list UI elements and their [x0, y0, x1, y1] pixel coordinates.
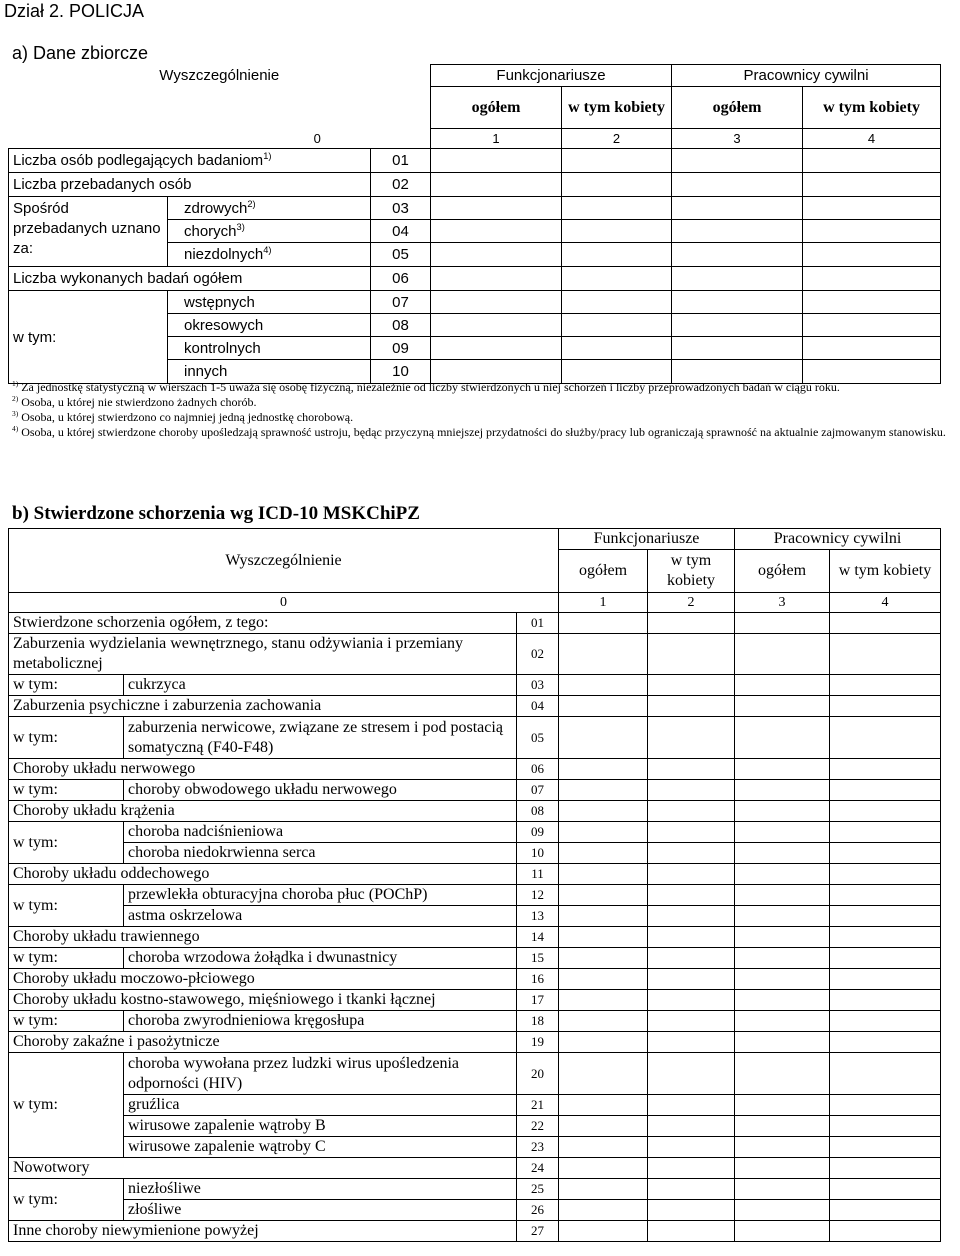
a-row-label: zdrowych$^{2)}$: [168, 197, 371, 220]
header-kobiety-1: w tym kobiety: [562, 87, 672, 129]
input-cell[interactable]: [830, 675, 941, 696]
b-row-label: Choroby układu trawiennego: [9, 927, 517, 948]
a-row-label: kontrolnych: [168, 337, 371, 360]
input-cell[interactable]: [830, 1011, 941, 1032]
input-cell[interactable]: [735, 1095, 830, 1116]
input-cell[interactable]: [803, 173, 941, 197]
b-row-code: 19: [517, 1032, 559, 1053]
input-cell[interactable]: [830, 1200, 941, 1221]
input-cell[interactable]: [735, 822, 830, 843]
b-row-label: Nowotwory: [9, 1158, 517, 1179]
b-header-pracownicy: Pracownicy cywilni: [735, 529, 941, 550]
input-cell[interactable]: [803, 337, 941, 360]
footnote-3: $^{3)}$ Osoba, u której stwierdzono co najmniej jedną jednostkę chorobową.: [12, 409, 354, 424]
b-row-label: Inne choroby niewymienione powyżej: [9, 1221, 517, 1242]
input-cell[interactable]: [672, 197, 803, 220]
b-col-num-4: 4: [830, 593, 941, 613]
input-cell[interactable]: [562, 197, 672, 220]
input-cell[interactable]: [735, 1011, 830, 1032]
input-cell[interactable]: [648, 780, 735, 801]
input-cell[interactable]: [830, 696, 941, 717]
input-cell[interactable]: [735, 990, 830, 1011]
part-b-table: [8, 528, 941, 1242]
input-cell[interactable]: [672, 267, 803, 291]
b-row-sublabel: choroby obwodowego układu nerwowego: [124, 780, 517, 801]
input-cell[interactable]: [830, 1179, 941, 1200]
input-cell[interactable]: [431, 220, 562, 243]
b-row-label: Choroby układu krążenia: [9, 801, 517, 822]
input-cell[interactable]: [648, 613, 735, 634]
input-cell[interactable]: [559, 675, 648, 696]
input-cell[interactable]: [648, 864, 735, 885]
b-w-tym-label: w tym:: [9, 948, 124, 969]
a-row-label: chorych$^{3)}$: [168, 220, 371, 243]
input-cell[interactable]: [559, 1095, 648, 1116]
input-cell[interactable]: [562, 314, 672, 337]
header-funkcjonariusze: Funkcjonariusze: [431, 65, 672, 87]
input-cell[interactable]: [830, 885, 941, 906]
b-row-code: 03: [517, 675, 559, 696]
input-cell[interactable]: [803, 220, 941, 243]
input-cell[interactable]: [648, 1179, 735, 1200]
b-row-sublabel: złośliwe: [124, 1200, 517, 1221]
input-cell[interactable]: [803, 267, 941, 291]
input-cell[interactable]: [735, 759, 830, 780]
a-row-label: okresowych: [168, 314, 371, 337]
b-row-code: 25: [517, 1179, 559, 1200]
a-row-label: Liczba osób podlegających badaniom$^{1)}$: [9, 149, 371, 173]
b-row-sublabel: wirusowe zapalenie wątroby C: [124, 1137, 517, 1158]
input-cell[interactable]: [735, 1053, 830, 1095]
b-row-code: 21: [517, 1095, 559, 1116]
b-row-sublabel: choroba wywołana przez ludzki wirus upośledzenia odporności (HIV): [124, 1053, 517, 1095]
part-b-body: [9, 613, 941, 1242]
input-cell[interactable]: [559, 634, 648, 675]
input-cell[interactable]: [830, 864, 941, 885]
b-row-sublabel: cukrzyca: [124, 675, 517, 696]
input-cell[interactable]: [830, 1137, 941, 1158]
b-row-code: 17: [517, 990, 559, 1011]
b-row-code: 24: [517, 1158, 559, 1179]
input-cell[interactable]: [431, 267, 562, 291]
b-w-tym-label: w tym:: [9, 822, 124, 864]
input-cell[interactable]: [648, 1032, 735, 1053]
header-ogolem-1: ogółem: [431, 87, 562, 129]
a-row-label: wstępnych: [168, 291, 371, 314]
b-w-tym-label: w tym:: [9, 1011, 124, 1032]
a-row-code: 06: [371, 267, 431, 291]
input-cell[interactable]: [559, 1179, 648, 1200]
input-cell[interactable]: [562, 267, 672, 291]
input-cell[interactable]: [648, 634, 735, 675]
input-cell[interactable]: [431, 243, 562, 267]
footnote-2: $^{2)}$ Osoba, u której nie stwierdzono żadnych chorób.: [12, 394, 257, 409]
input-cell[interactable]: [559, 1032, 648, 1053]
col-num-1: 1: [431, 129, 562, 149]
input-cell[interactable]: [648, 675, 735, 696]
input-cell[interactable]: [648, 927, 735, 948]
input-cell[interactable]: [648, 948, 735, 969]
input-cell[interactable]: [648, 822, 735, 843]
input-cell[interactable]: [559, 990, 648, 1011]
b-w-tym-label: w tym:: [9, 717, 124, 759]
a-row-label: innych: [168, 360, 371, 384]
b-row-label: Stwierdzone schorzenia ogółem, z tego:: [9, 613, 517, 634]
input-cell[interactable]: [559, 1053, 648, 1095]
footnote-1: $^{1)}$ Za jednostkę statystyczną w wierszach 1-5 uważa się osobę fizyczną, niezależnie od liczby stwierdzonych u niej schorzeń i liczby przeprowadzonych badań w ciągu roku.: [12, 379, 840, 394]
a-row-code: 10: [371, 360, 431, 384]
input-cell[interactable]: [830, 1158, 941, 1179]
b-row-sublabel: choroba wrzodowa żołądka i dwunastnicy: [124, 948, 517, 969]
header-ogolem-2: ogółem: [672, 87, 803, 129]
input-cell[interactable]: [431, 291, 562, 314]
input-cell[interactable]: [830, 1032, 941, 1053]
input-cell[interactable]: [559, 759, 648, 780]
input-cell[interactable]: [559, 906, 648, 927]
b-row-code: 12: [517, 885, 559, 906]
input-cell[interactable]: [735, 1158, 830, 1179]
b-row-sublabel: gruźlica: [124, 1095, 517, 1116]
b-row-label: Choroby zakaźne i pasożytnicze: [9, 1032, 517, 1053]
input-cell[interactable]: [830, 780, 941, 801]
input-cell[interactable]: [431, 314, 562, 337]
b-row-sublabel: przewlekła obturacyjna choroba płuc (POChP): [124, 885, 517, 906]
b-row-label: Choroby układu moczowo-płciowego: [9, 969, 517, 990]
b-row-sublabel: choroba nadciśnieniowa: [124, 822, 517, 843]
a-row-code: 01: [371, 149, 431, 173]
b-row-code: 09: [517, 822, 559, 843]
input-cell[interactable]: [830, 1095, 941, 1116]
input-cell[interactable]: [803, 243, 941, 267]
input-cell[interactable]: [648, 1053, 735, 1095]
footnote-4: $^{4)}$ Osoba, u której stwierdzone choroby upośledzają sprawność ustroju, będąc przyczyną mniejszej przydatności do służby/pracy lub ograniczają sprawność na aktualnie zajmowanym stanowisku.: [12, 424, 946, 439]
input-cell[interactable]: [562, 220, 672, 243]
a-row-code: 09: [371, 337, 431, 360]
b-header-funkcjonariusze: Funkcjonariusze: [559, 529, 735, 550]
b-row-code: 10: [517, 843, 559, 864]
b-row-label: Choroby układu kostno-stawowego, mięśniowego i tkanki łącznej: [9, 990, 517, 1011]
b-row-code: 08: [517, 801, 559, 822]
input-cell[interactable]: [559, 864, 648, 885]
input-cell[interactable]: [562, 337, 672, 360]
input-cell[interactable]: [830, 1221, 941, 1242]
b-row-code: 04: [517, 696, 559, 717]
input-cell[interactable]: [648, 990, 735, 1011]
input-cell[interactable]: [559, 780, 648, 801]
input-cell[interactable]: [735, 1116, 830, 1137]
a-row-code: 05: [371, 243, 431, 267]
input-cell[interactable]: [735, 613, 830, 634]
input-cell[interactable]: [559, 801, 648, 822]
input-cell[interactable]: [830, 1053, 941, 1095]
b-header-kobiety-2: w tym kobiety: [830, 550, 941, 593]
input-cell[interactable]: [672, 291, 803, 314]
input-cell[interactable]: [562, 243, 672, 267]
input-cell[interactable]: [559, 885, 648, 906]
b-w-tym-label: w tym:: [9, 780, 124, 801]
input-cell[interactable]: [648, 801, 735, 822]
input-cell[interactable]: [559, 1158, 648, 1179]
input-cell[interactable]: [431, 197, 562, 220]
header-pracownicy: Pracownicy cywilni: [672, 65, 941, 87]
input-cell[interactable]: [559, 717, 648, 759]
a-group-sposrod: Spośród przebadanych uznano za:: [9, 197, 168, 267]
input-cell[interactable]: [559, 927, 648, 948]
b-row-code: 05: [517, 717, 559, 759]
input-cell[interactable]: [735, 675, 830, 696]
a-row-code: 07: [371, 291, 431, 314]
part-a-title: a) Dane zbiorcze: [12, 43, 149, 63]
input-cell[interactable]: [830, 969, 941, 990]
input-cell[interactable]: [559, 1200, 648, 1221]
b-row-sublabel: choroba zwyrodnieniowa kręgosłupa: [124, 1011, 517, 1032]
input-cell[interactable]: [648, 1158, 735, 1179]
input-cell[interactable]: [431, 173, 562, 197]
b-row-sublabel: wirusowe zapalenie wątroby B: [124, 1116, 517, 1137]
input-cell[interactable]: [648, 843, 735, 864]
input-cell[interactable]: [803, 291, 941, 314]
input-cell[interactable]: [830, 927, 941, 948]
b-header-kobiety-1: w tym kobiety: [648, 550, 735, 593]
input-cell[interactable]: [830, 613, 941, 634]
b-row-code: 20: [517, 1053, 559, 1095]
input-cell[interactable]: [672, 243, 803, 267]
input-cell[interactable]: [672, 314, 803, 337]
input-cell[interactable]: [735, 1137, 830, 1158]
input-cell[interactable]: [559, 969, 648, 990]
input-cell[interactable]: [562, 291, 672, 314]
header-wyszczegolnienie: Wyszczególnienie: [159, 67, 280, 84]
b-header-ogolem-2: ogółem: [735, 550, 830, 593]
section-title: Dział 2. POLICJA: [4, 1, 145, 21]
input-cell[interactable]: [648, 1116, 735, 1137]
input-cell[interactable]: [672, 220, 803, 243]
b-row-code: 23: [517, 1137, 559, 1158]
part-a-table: [8, 64, 941, 384]
input-cell[interactable]: [648, 1221, 735, 1242]
input-cell[interactable]: [735, 801, 830, 822]
input-cell[interactable]: [648, 696, 735, 717]
input-cell[interactable]: [672, 173, 803, 197]
input-cell[interactable]: [830, 906, 941, 927]
b-row-label: Choroby układu nerwowego: [9, 759, 517, 780]
input-cell[interactable]: [735, 696, 830, 717]
b-row-code: 18: [517, 1011, 559, 1032]
input-cell[interactable]: [803, 314, 941, 337]
input-cell[interactable]: [648, 759, 735, 780]
a-row-code: 03: [371, 197, 431, 220]
input-cell[interactable]: [735, 780, 830, 801]
input-cell[interactable]: [735, 1221, 830, 1242]
header-kobiety-2: w tym kobiety: [803, 87, 941, 129]
b-row-sublabel: zaburzenia nerwicowe, związane ze stresem i pod postacią somatyczną (F40-F48): [124, 717, 517, 759]
col-num-4: 4: [803, 129, 941, 149]
input-cell[interactable]: [559, 1137, 648, 1158]
input-cell[interactable]: [830, 1116, 941, 1137]
b-row-code: 16: [517, 969, 559, 990]
b-row-label: Choroby układu oddechowego: [9, 864, 517, 885]
input-cell[interactable]: [830, 801, 941, 822]
a-row-label: Liczba wykonanych badań ogółem: [9, 267, 371, 291]
input-cell[interactable]: [735, 864, 830, 885]
b-row-sublabel: astma oskrzelowa: [124, 906, 517, 927]
a-row-code: 08: [371, 314, 431, 337]
input-cell[interactable]: [648, 906, 735, 927]
input-cell[interactable]: [735, 717, 830, 759]
input-cell[interactable]: [648, 1200, 735, 1221]
input-cell[interactable]: [735, 927, 830, 948]
input-cell[interactable]: [648, 1011, 735, 1032]
input-cell[interactable]: [648, 885, 735, 906]
input-cell[interactable]: [830, 759, 941, 780]
footnotes: [12, 380, 956, 440]
b-header-wyszczegolnienie: Wyszczególnienie: [9, 529, 559, 593]
b-row-label: Zaburzenia wydzielania wewnętrznego, stanu odżywiania i przemiany metabolicznej: [9, 634, 517, 675]
b-w-tym-label: w tym:: [9, 1179, 124, 1221]
input-cell[interactable]: [559, 613, 648, 634]
a-group-w-tym: w tym:: [9, 291, 168, 384]
b-row-code: 27: [517, 1221, 559, 1242]
input-cell[interactable]: [648, 1095, 735, 1116]
input-cell[interactable]: [735, 843, 830, 864]
input-cell[interactable]: [559, 696, 648, 717]
b-row-sublabel: choroba niedokrwienna serca: [124, 843, 517, 864]
col-num-2: 2: [562, 129, 672, 149]
b-col-num-0: 0: [9, 593, 559, 613]
input-cell[interactable]: [562, 173, 672, 197]
a-row-label: niezdolnych$^{4)}$: [168, 243, 371, 267]
input-cell[interactable]: [431, 149, 562, 173]
b-col-num-2: 2: [648, 593, 735, 613]
input-cell[interactable]: [559, 843, 648, 864]
b-row-code: 26: [517, 1200, 559, 1221]
b-row-code: 13: [517, 906, 559, 927]
input-cell[interactable]: [648, 969, 735, 990]
input-cell[interactable]: [830, 948, 941, 969]
b-row-code: 01: [517, 613, 559, 634]
b-w-tym-label: w tym:: [9, 1053, 124, 1158]
input-cell[interactable]: [830, 822, 941, 843]
input-cell[interactable]: [735, 634, 830, 675]
b-row-code: 06: [517, 759, 559, 780]
b-row-code: 15: [517, 948, 559, 969]
input-cell[interactable]: [735, 1179, 830, 1200]
b-w-tym-label: w tym:: [9, 675, 124, 696]
input-cell[interactable]: [735, 906, 830, 927]
b-col-num-3: 3: [735, 593, 830, 613]
input-cell[interactable]: [735, 948, 830, 969]
input-cell[interactable]: [559, 948, 648, 969]
input-cell[interactable]: [648, 717, 735, 759]
input-cell[interactable]: [559, 1221, 648, 1242]
input-cell[interactable]: [830, 717, 941, 759]
input-cell[interactable]: [735, 885, 830, 906]
part-b-title: b) Stwierdzone schorzenia wg ICD-10 MSKChiPZ: [12, 503, 420, 524]
b-header-ogolem-1: ogółem: [559, 550, 648, 593]
b-row-code: 14: [517, 927, 559, 948]
input-cell[interactable]: [648, 1137, 735, 1158]
b-col-num-1: 1: [559, 593, 648, 613]
input-cell[interactable]: [672, 337, 803, 360]
input-cell[interactable]: [559, 822, 648, 843]
col-num-0: 0: [9, 129, 431, 149]
b-w-tym-label: w tym:: [9, 885, 124, 927]
input-cell[interactable]: [735, 969, 830, 990]
b-row-code: 07: [517, 780, 559, 801]
input-cell[interactable]: [431, 337, 562, 360]
input-cell[interactable]: [559, 1011, 648, 1032]
a-row-code: 02: [371, 173, 431, 197]
b-row-code: 02: [517, 634, 559, 675]
input-cell[interactable]: [803, 197, 941, 220]
input-cell[interactable]: [559, 1116, 648, 1137]
a-row-code: 04: [371, 220, 431, 243]
input-cell[interactable]: [803, 149, 941, 173]
b-row-code: 11: [517, 864, 559, 885]
input-cell[interactable]: [830, 990, 941, 1011]
input-cell[interactable]: [735, 1200, 830, 1221]
col-num-3: 3: [672, 129, 803, 149]
input-cell[interactable]: [830, 843, 941, 864]
input-cell[interactable]: [735, 1032, 830, 1053]
a-row-label: Liczba przebadanych osób: [9, 173, 371, 197]
b-row-code: 22: [517, 1116, 559, 1137]
b-row-sublabel: niezłośliwe: [124, 1179, 517, 1200]
input-cell[interactable]: [562, 149, 672, 173]
input-cell[interactable]: [672, 149, 803, 173]
input-cell[interactable]: [830, 634, 941, 675]
b-row-label: Zaburzenia psychiczne i zaburzenia zachowania: [9, 696, 517, 717]
